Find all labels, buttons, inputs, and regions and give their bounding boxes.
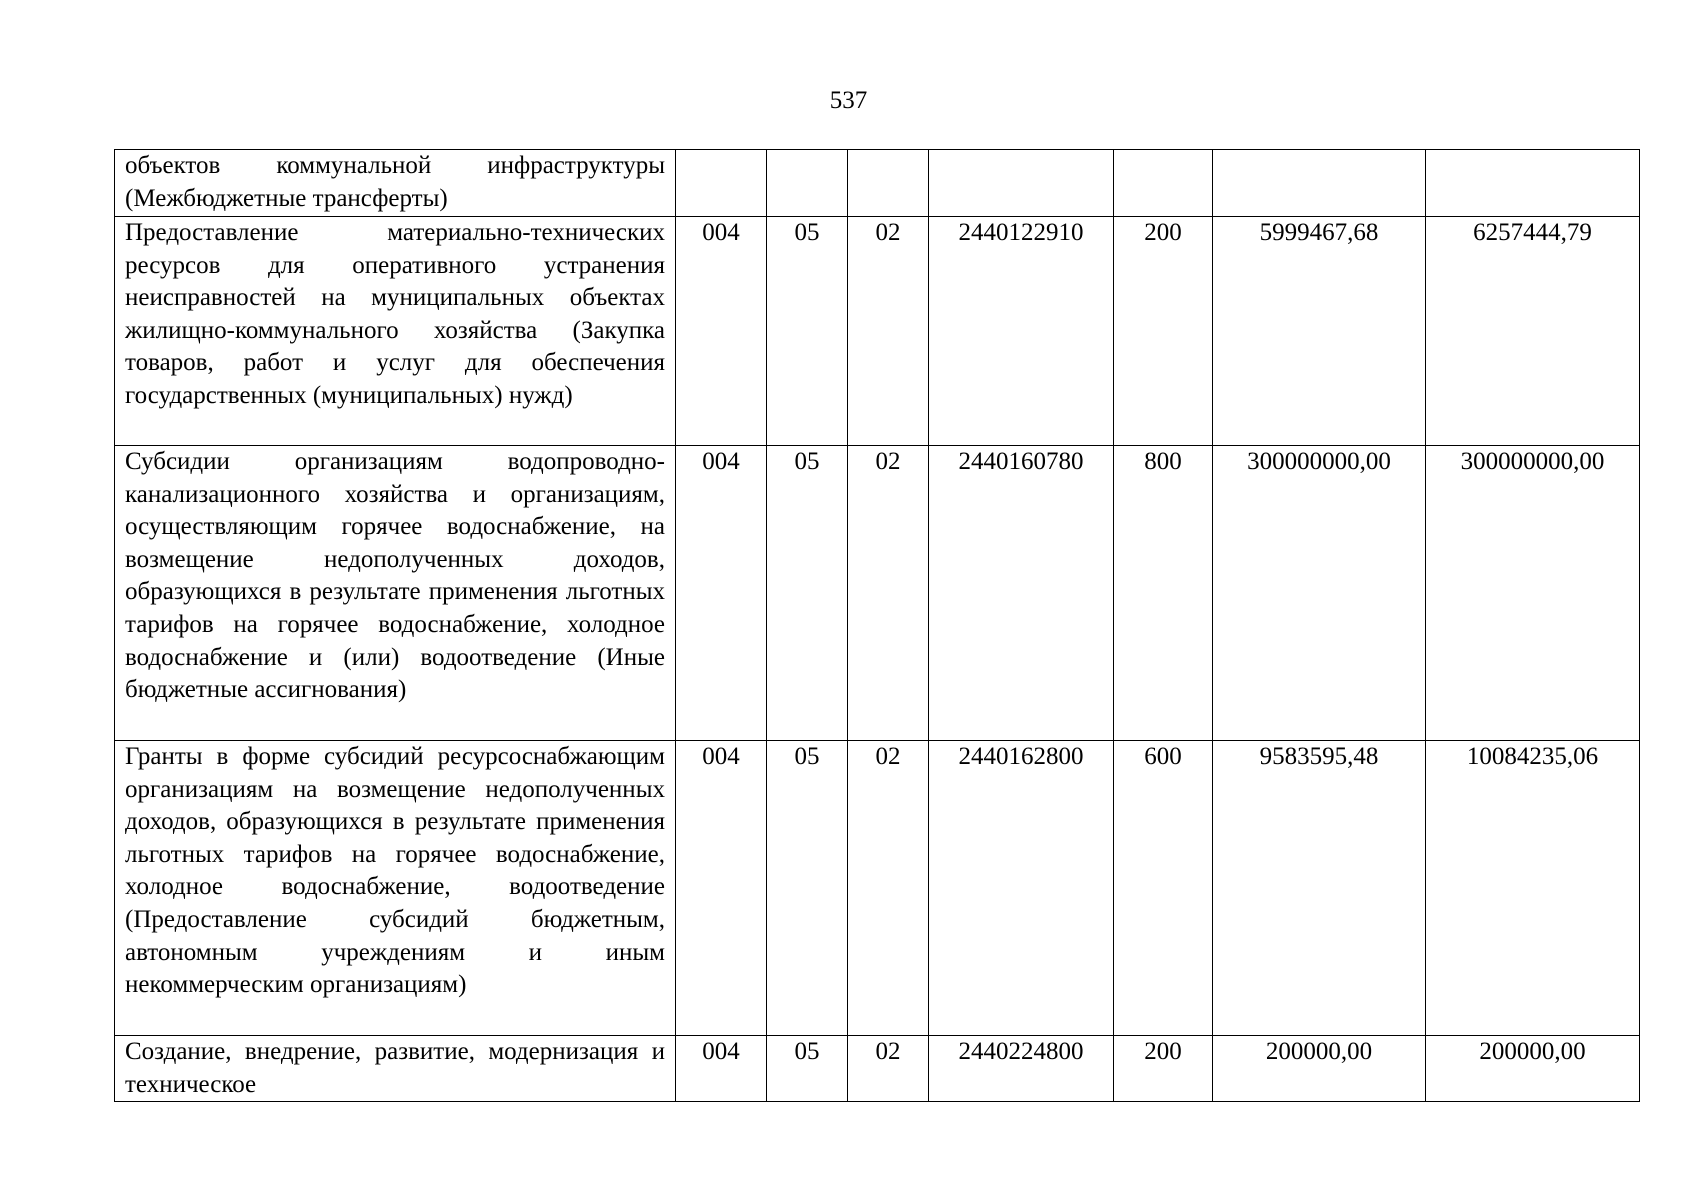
table-row <box>115 446 1640 741</box>
table-row <box>115 217 1640 446</box>
row-description: Гранты в форме субсидий ресурсоснабжающим организациям на возмещение недополученных доходов, образующихся в результате применения льготных тарифов на горячее водоснабжение, холодное водоснабжение, водоотведение (Предоставление субсидий бюджетным, автономным учреждениям и иным некоммерческим организациям) <box>115 741 676 1036</box>
cell-gr: 004 <box>676 741 767 1036</box>
cell-sum-1: 9583595,48 <box>1213 741 1426 1036</box>
table-row <box>115 1036 1640 1102</box>
cell-sum-2: 300000000,00 <box>1426 446 1640 741</box>
budget-table <box>114 149 1640 1102</box>
cell-csr: 2440162800 <box>929 741 1114 1036</box>
cell-csr: 2440160780 <box>929 446 1114 741</box>
cell-rz: 05 <box>767 741 848 1036</box>
table-row <box>115 150 1640 217</box>
cell-sum-2: 6257444,79 <box>1426 217 1640 446</box>
row-description: Создание, внедрение, развитие, модернизация и техническое <box>115 1036 676 1102</box>
row-description: объектов коммунальной инфраструктуры (Межбюджетные трансферты) <box>115 150 676 217</box>
page-number: 537 <box>829 87 868 114</box>
cell-pr <box>848 150 929 217</box>
cell-sum-2: 10084235,06 <box>1426 741 1640 1036</box>
cell-vr: 200 <box>1114 1036 1213 1102</box>
row-description: Субсидии организациям водопроводно-канализационного хозяйства и организациям, осуществляющим горячее водоснабжение, на возмещение недополученных доходов, образующихся в результате применения льготных тарифов на горячее водоснабжение, холодное водоснабжение и (или) водоотведение (Иные бюджетные ассигнования) <box>115 446 676 741</box>
cell-sum-1: 200000,00 <box>1213 1036 1426 1102</box>
cell-vr: 800 <box>1114 446 1213 741</box>
cell-gr: 004 <box>676 446 767 741</box>
table-row <box>115 741 1640 1036</box>
cell-vr: 600 <box>1114 741 1213 1036</box>
cell-rz <box>767 150 848 217</box>
cell-vr <box>1114 150 1213 217</box>
cell-gr <box>676 150 767 217</box>
cell-pr: 02 <box>848 1036 929 1102</box>
cell-rz: 05 <box>767 217 848 446</box>
cell-sum-2: 200000,00 <box>1426 1036 1640 1102</box>
cell-sum-1 <box>1213 150 1426 217</box>
cell-rz: 05 <box>767 1036 848 1102</box>
cell-rz: 05 <box>767 446 848 741</box>
cell-csr: 2440122910 <box>929 217 1114 446</box>
cell-sum-1: 300000000,00 <box>1213 446 1426 741</box>
cell-pr: 02 <box>848 217 929 446</box>
cell-gr: 004 <box>676 1036 767 1102</box>
cell-vr: 200 <box>1114 217 1213 446</box>
cell-pr: 02 <box>848 741 929 1036</box>
cell-sum-1: 5999467,68 <box>1213 217 1426 446</box>
cell-sum-2 <box>1426 150 1640 217</box>
row-description: Предоставление материально-технических ресурсов для оперативного устранения неисправностей на муниципальных объектах жилищно-коммунального хозяйства (Закупка товаров, работ и услуг для обеспечения государственных (муниципальных) нужд) <box>115 217 676 446</box>
cell-pr: 02 <box>848 446 929 741</box>
cell-gr: 004 <box>676 217 767 446</box>
cell-csr: 2440224800 <box>929 1036 1114 1102</box>
cell-csr <box>929 150 1114 217</box>
